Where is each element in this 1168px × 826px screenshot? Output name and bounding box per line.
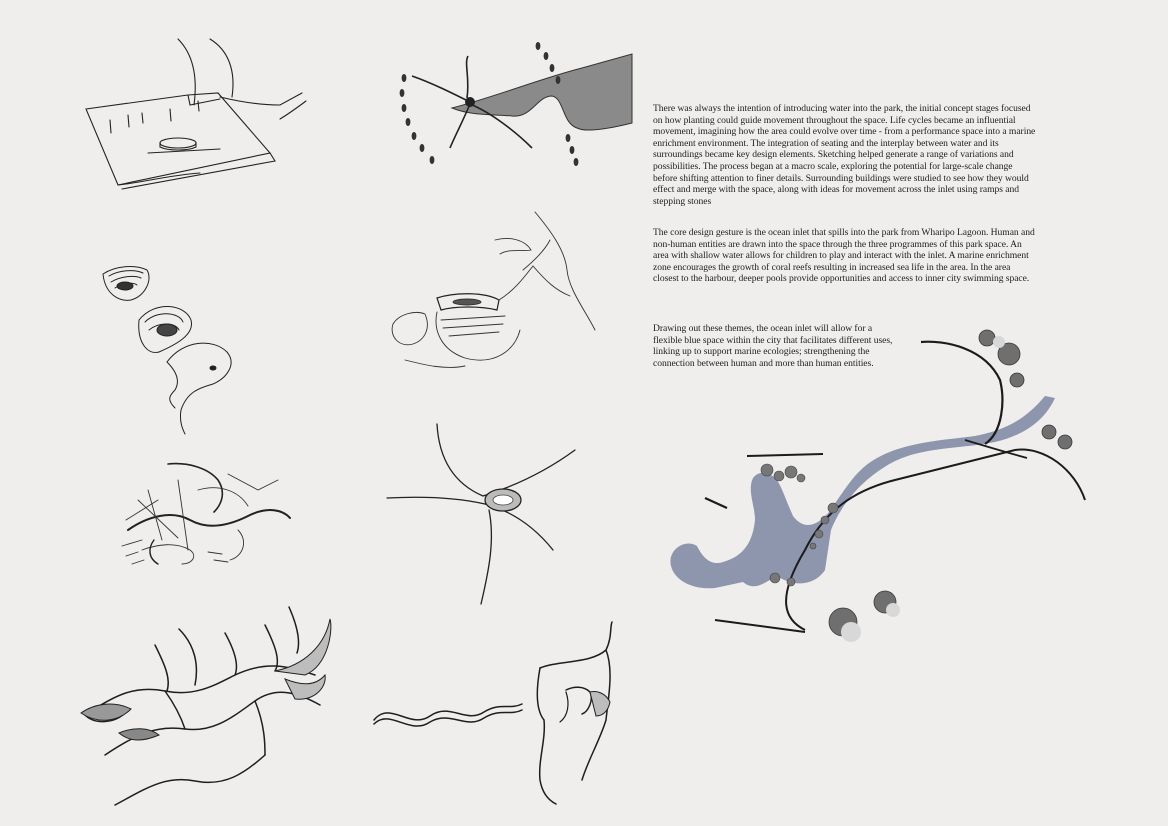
sketch-stacked-forms — [95, 260, 245, 435]
sketch-water-gesture — [392, 38, 637, 188]
sketch-movement-network — [75, 605, 335, 810]
sketch-node-star — [385, 420, 585, 605]
inlet-masterplan — [655, 320, 1090, 660]
sketch-plaza-perspective — [80, 35, 310, 195]
sketch-wave-edge — [370, 620, 630, 805]
themes-paragraph: Drawing out these themes, the ocean inlet will allow for a flexible blue space within the city that facilitates different uses, linking up to support marine ecologies; strengthening the connection between human and more than human entities. — [653, 323, 893, 369]
sketch-exploratory-scribble — [118, 460, 293, 580]
sketch-seating-form — [385, 210, 605, 380]
concept-paragraph: There was always the intention of introducing water into the park, the initial concept stages focused on how planting could guide movement throughout the space. Life cycles became an influential movement, imagining how the area could evolve over time - from a performance space into a marine enrichment environment. The integration of seating and the interplay between water and its surroundings became key design elements. Sketching helped generate a range of variations and possibilities. The process began at a macro scale, exploring the potential for large-scale change before shifting attention to finer details. Surrounding buildings were studied to see how they would effect and merge with the space, along with ideas for movement across the inlet using ramps and stepping stones — [653, 103, 1036, 207]
design-gesture-paragraph: The core design gesture is the ocean inlet that spills into the park from Wharipo Lagoon. Human and non-human entities are drawn into the space through the three programmes of this park space. An area with shallow water allows for children to play and interact with the inlet. A marine enrichment zone encourages the growth of coral reefs resulting in increased sea life in the area. In the area closest to the harbour, deeper pools provide opportunities and access to inner city swimming space. — [653, 227, 1035, 285]
